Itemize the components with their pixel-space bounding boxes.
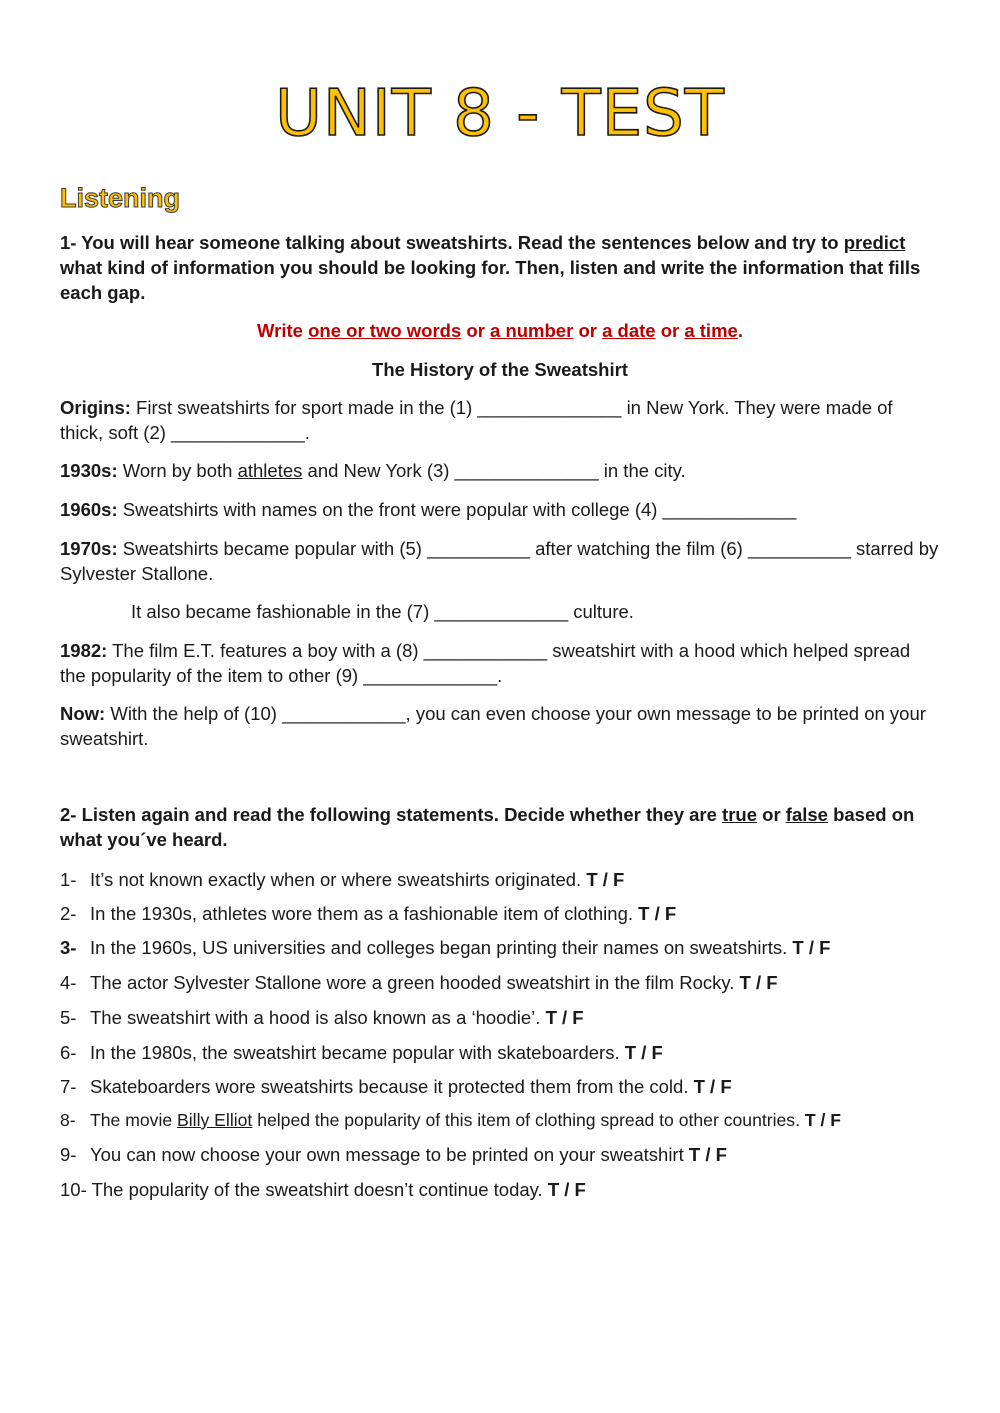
1930s-text-a: Worn by both (117, 460, 238, 481)
1970s-text: Sweatshirts became popular with (5) __________ after watching the film (6) __________ starred by Sylvester Stallone. (60, 538, 939, 584)
statement-7 (60, 1074, 940, 1099)
statement-3 (60, 935, 940, 960)
statement-number: 9- (60, 1144, 77, 1165)
1970s-extra-paragraph: It also became fashionable in the (7) _____________ culture. (131, 601, 634, 622)
now-label: Now: (60, 703, 106, 724)
statement-number: 2- (60, 903, 77, 924)
statement-text: In the 1980s, the sweatshirt became popular with skateboarders. (90, 1042, 620, 1063)
statement-number: 1- (60, 869, 77, 890)
statement-text: The actor Sylvester Stallone wore a green hooded sweatshirt in the film Rocky. (90, 972, 735, 993)
task1-predict: predict (843, 232, 906, 253)
statement-number: 6- (60, 1042, 77, 1063)
true-false-marker[interactable]: T / F (739, 972, 778, 993)
statement-number: 10- (60, 1179, 87, 1200)
instr-period: . (737, 320, 743, 341)
now-text: With the help of (10) ____________, you can even choose your own message to be printed on your sweatshirt. (60, 703, 926, 749)
1930s-label: 1930s: (60, 460, 118, 481)
true-false-marker[interactable]: T / F (792, 937, 831, 958)
section-heading-listening: Listening (60, 183, 180, 213)
1982-paragraph (60, 638, 940, 688)
instr-words: one or two words (308, 320, 462, 341)
statement-text: In the 1930s, athletes wore them as a fashionable item of clothing. (90, 903, 633, 924)
statement-text: You can now choose your own message to be printed on your sweatshirt (90, 1144, 684, 1165)
true-false-marker[interactable]: T / F (638, 903, 677, 924)
task2-true: true (722, 804, 757, 825)
origins-paragraph (60, 395, 940, 445)
task2-instructions (60, 802, 940, 852)
statement-number: 8- (60, 1110, 76, 1130)
statement-text: In the 1960s, US universities and colleges began printing their names on sweatshirts. (90, 937, 788, 958)
task2-text-a: 2- Listen again and read the following statements. Decide whether they are (60, 804, 723, 825)
statement-5 (60, 1005, 940, 1030)
1970s-label: 1970s: (60, 538, 118, 559)
statement-text: It’s not known exactly when or where sweatshirts originated. (90, 869, 587, 890)
instr-or-1: or (461, 320, 491, 341)
task2-text-c: based on what you´ve heard. (60, 804, 915, 850)
true-false-marker[interactable]: T / F (547, 1179, 586, 1200)
true-false-marker[interactable]: T / F (688, 1144, 727, 1165)
1930s-text-b: and New York (3) ______________ in the city. (302, 460, 686, 481)
true-false-marker[interactable]: T / F (624, 1042, 663, 1063)
statement-text-a: The movie (90, 1110, 178, 1130)
statement-2 (60, 901, 940, 926)
statement-8 (60, 1108, 940, 1133)
1960s-label: 1960s: (60, 499, 118, 520)
statement-number: 3- (60, 937, 77, 958)
task1-text-b: what kind of information you should be looking for. Then, listen and write the information that fills each gap. (60, 257, 921, 303)
statement-10 (60, 1177, 940, 1202)
statement-4 (60, 970, 940, 995)
true-false-marker[interactable]: T / F (693, 1076, 732, 1097)
true-false-marker[interactable]: T / F (545, 1007, 584, 1028)
instr-number: a number (490, 320, 574, 341)
1982-label: 1982: (60, 640, 108, 661)
1960s-paragraph (60, 497, 940, 522)
1930s-athletes: athletes (237, 460, 303, 481)
origins-label: Origins: (60, 397, 131, 418)
instr-time: a time (684, 320, 738, 341)
statement-text: The popularity of the sweatshirt doesn’t continue today. (91, 1179, 543, 1200)
1960s-text: Sweatshirts with names on the front were popular with college (4) _____________ (117, 499, 797, 520)
now-paragraph (60, 701, 940, 751)
1930s-paragraph (60, 458, 940, 483)
page-title: UNIT 8 - TEST (275, 77, 725, 151)
task2-or: or (757, 804, 786, 825)
statement-number: 5- (60, 1007, 77, 1028)
answer-format-instruction (60, 318, 940, 343)
instr-or-2: or (573, 320, 603, 341)
1970s-paragraph (60, 536, 940, 586)
statement-number: 7- (60, 1076, 77, 1097)
statement-1 (60, 867, 940, 892)
true-false-marker[interactable]: T / F (586, 869, 625, 890)
1982-text: The film E.T. features a boy with a (8) ____________ sweatshirt with a hood which helped spread the popularity of the item to other (9) _____________. (60, 640, 911, 686)
task1-instructions (60, 230, 940, 305)
statement-movie-title: Billy Elliot (177, 1110, 253, 1130)
statement-text: The sweatshirt with a hood is also known as a ‘hoodie’. (90, 1007, 541, 1028)
statement-text-b: helped the popularity of this item of clothing spread to other countries. (252, 1110, 800, 1130)
task1-text-a: 1- You will hear someone talking about sweatshirts. Read the sentences below and try to (60, 232, 844, 253)
instr-date: a date (602, 320, 656, 341)
origins-text: First sweatshirts for sport made in the (1) ______________ in New York. They were made of thick, soft (2) _____________. (60, 397, 893, 443)
statement-6 (60, 1040, 940, 1065)
history-heading: The History of the Sweatshirt (372, 359, 628, 380)
statement-number: 4- (60, 972, 77, 993)
statement-9 (60, 1142, 940, 1167)
instr-write: Write (257, 320, 309, 341)
statement-text: Skateboarders wore sweatshirts because it protected them from the cold. (90, 1076, 689, 1097)
true-false-marker[interactable]: T / F (804, 1110, 842, 1130)
task2-false: false (785, 804, 828, 825)
instr-or-3: or (655, 320, 685, 341)
